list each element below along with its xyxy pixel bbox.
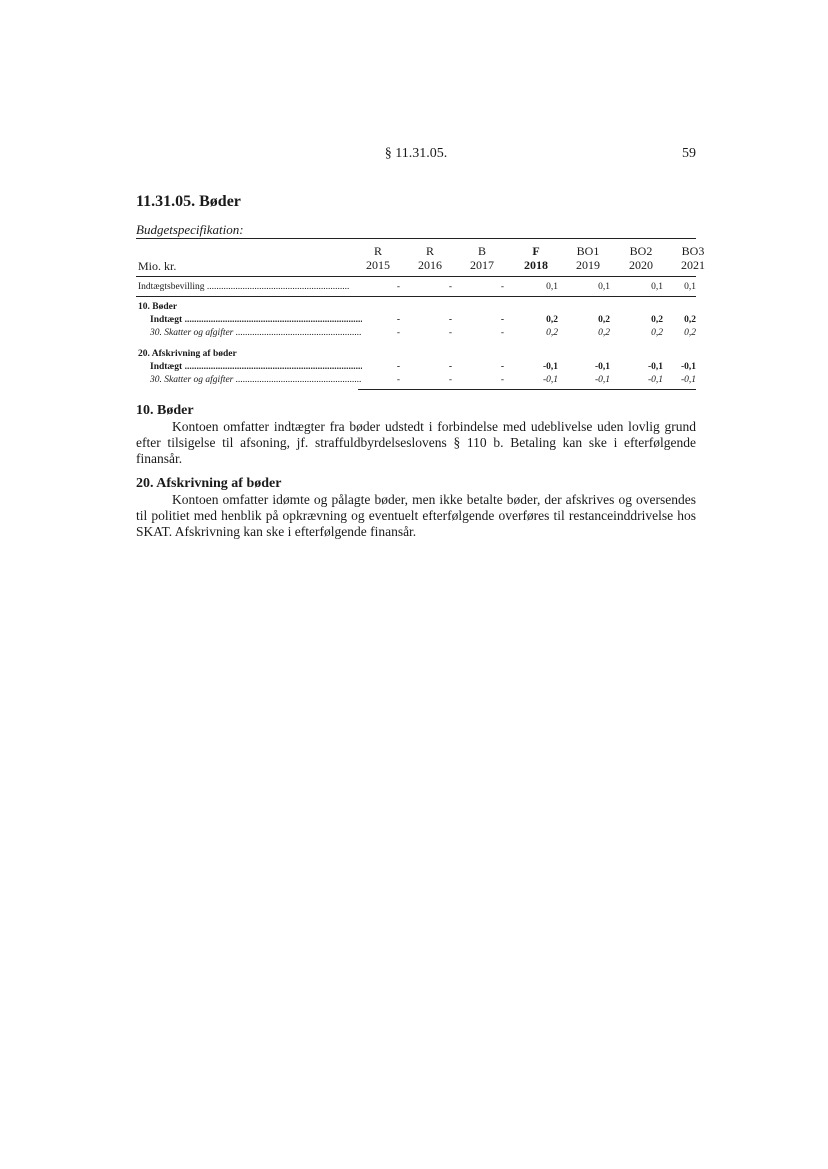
section-boder: [136, 403, 696, 467]
table-row: 30. Skatter og afgifter ..... - - - 0,2 0,2 0,2 0,2: [136, 328, 696, 341]
section-body: Kontoen omfatter idømte og pålagte bøder, men ikke betalte bøder, der afskrives og oversendes til politiet med henblik på opkrævning og eventuelt efterfølgende overføres til restanceinddrivelse hos SKAT. Afskrivning kan ske i efterfølgende finansår.: [136, 492, 696, 539]
page-header: [136, 146, 696, 164]
table-row: Indtægt ..... - - - -0,1 -0,1 -0,1 -0,1: [136, 362, 696, 375]
section-reference: § 11.31.05.: [384, 146, 448, 161]
table-group-heading: 20. Afskrivning af bøder: [138, 349, 237, 359]
column-header: B 2017: [470, 244, 494, 272]
table-row: Indtægt ..... - - - 0,2 0,2 0,2 0,2: [136, 315, 696, 328]
table-row: Indtægtsbevilling ..... - - - 0,1 0,1 0,1 0,1: [136, 282, 696, 295]
unit-label: Mio. kr.: [138, 259, 177, 273]
section-body: Kontoen omfatter indtægter fra bøder udstedt i forbindelse med udeblivelse uden lovlig grund efter tilsigelse til afsoning, jf. straffuldbyrdelseslovens § 110 b. Betaling kan ske i efterfølgende finansår.: [136, 419, 696, 466]
table-row: 30. Skatter og afgifter ..... - - - -0,1 -0,1 -0,1 -0,1: [136, 375, 696, 388]
column-header: F 2018: [524, 244, 548, 272]
budget-subtitle: Budgetspecifikation:: [136, 222, 244, 237]
table-header: [136, 239, 705, 276]
column-header: R 2016: [418, 244, 442, 272]
page-title: 11.31.05. Bøder: [136, 193, 241, 210]
table-group-heading: 10. Bøder: [138, 302, 178, 312]
page-number: 59: [682, 146, 696, 161]
column-header: BO3 2021: [681, 244, 705, 272]
section-afskrivning: [136, 476, 696, 540]
column-header: BO2 2020: [629, 244, 653, 272]
column-header: BO1 2019: [576, 244, 600, 272]
budget-table: [136, 238, 705, 390]
section-heading: 10. Bøder: [136, 403, 194, 418]
section-heading: 20. Afskrivning af bøder: [136, 476, 282, 491]
column-header: R 2015: [366, 244, 390, 272]
